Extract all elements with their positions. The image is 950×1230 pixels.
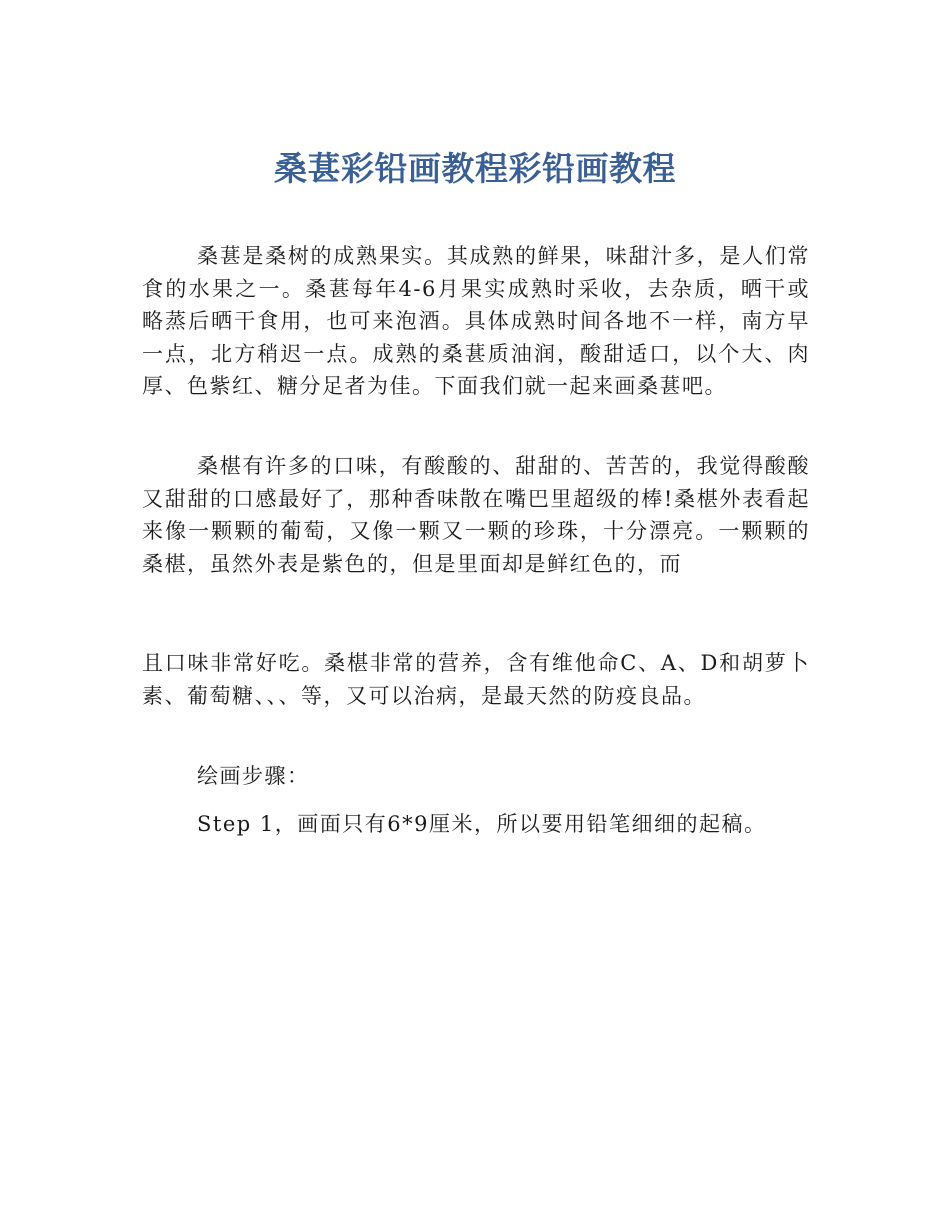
paragraph-nutrition: 且口味非常好吃。桑椹非常的营养，含有维他命C、A、D和胡萝卜素、葡萄糖、、、等，又可以治病，是最天然的防疫良品。 [142,651,810,708]
document-title: 桑葚彩铅画教程彩铅画教程 [274,149,676,188]
paragraph-intro: 桑葚是桑树的成熟果实。其成熟的鲜果，味甜汁多，是人们常食的水果之一。桑葚每年4-6月果实成熟时采收，去杂质，晒干或略蒸后晒干食用，也可来泡酒。具体成熟时间各地不一样，南方早一点，北方稍迟一点。成熟的桑葚质油润，酸甜适口，以个大、肉厚、色紫红、糖分足者为佳。下面我们就一起来画桑葚吧。 [142,244,810,398]
paragraph-step-1: Step 1，画面只有6*9厘米，所以要用铅笔细细的起稿。 [197,812,767,836]
paragraph-taste: 桑椹有许多的口味，有酸酸的、甜甜的、苦苦的，我觉得酸酸又甜甜的口感最好了，那种香味散在嘴巴里超级的棒!桑椹外表看起来像一颗颗的葡萄，又像一颗又一颗的珍珠，十分漂亮。一颗颗的桑椹，虽然外表是紫色的，但是里面却是鲜红色的，而 [142,454,810,576]
paragraph-steps-heading: 绘画步骤： [197,764,310,788]
